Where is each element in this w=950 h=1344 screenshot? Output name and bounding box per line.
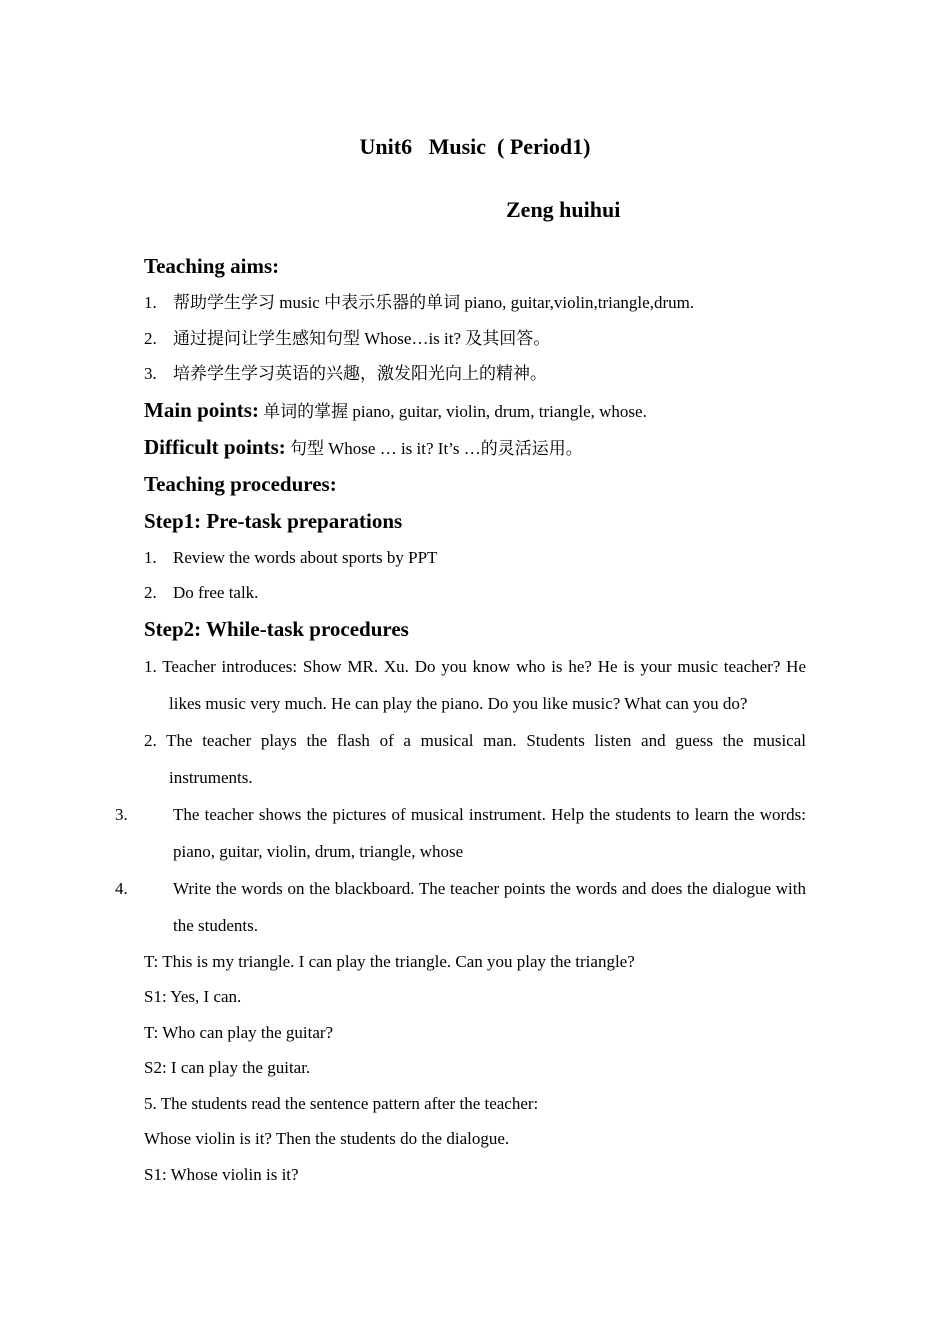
step1-item [144, 540, 806, 576]
step2-item-5: 5. The students read the sentence pattern after the teacher: [144, 1093, 539, 1113]
step2-item [115, 870, 806, 944]
aim-text: 培养学生学习英语的兴趣，激发阳光向上的精神。 [173, 364, 547, 383]
aim-item [144, 285, 806, 321]
author-name: Zeng huihui [506, 197, 621, 222]
step1-item [144, 575, 806, 611]
dialogue-line: Whose violin is it? Then the students do the dialogue. [144, 1129, 510, 1148]
aim-text: 通过提问让学生感知句型 Whose…is it? 及其回答。 [173, 328, 551, 348]
step1-item-number: 1. [144, 547, 157, 567]
dialogue-line: S1: Yes, I can. [144, 987, 242, 1006]
main-points-text: 单词的掌握 piano, guitar, violin, drum, triangle, whose. [258, 401, 647, 421]
step1-item-text: Review the words about sports by PPT [173, 547, 438, 567]
document-body [115, 248, 806, 1192]
step2-item: 1. Teacher introduces: Show MR. Xu. Do you know who is he? He is your music teacher? He likes music very much. He can play the piano. Do you like music? What can you do? [144, 656, 806, 713]
difficult-points-text: 句型 Whose … is it? It’s …的灵活运用。 [285, 438, 583, 458]
dialogue-line: T: Who can play the guitar? [144, 1022, 334, 1042]
step2-item [115, 796, 806, 870]
main-points [144, 392, 806, 429]
dialogue-line: T: This is my triangle. I can play the triangle. Can you play the triangle? [144, 951, 635, 971]
aim-item [144, 356, 806, 392]
teaching-procedures-heading: Teaching procedures: [144, 471, 337, 496]
step1-item-number: 2. [144, 583, 157, 602]
dialogue-line: S2: I can play the guitar. [144, 1058, 311, 1077]
aim-item [144, 321, 806, 357]
dialogue-line: S1: Whose violin is it? [144, 1164, 299, 1184]
teaching-aims-heading: Teaching aims: [144, 254, 280, 278]
step1-heading: Step1: Pre-task preparations [144, 508, 403, 533]
step2-heading: Step2: While-task procedures [144, 616, 409, 641]
aim-number: 2. [144, 328, 157, 348]
step2-item-number: 3. [115, 804, 128, 824]
aim-text: 帮助学生学习 music 中表示乐器的单词 piano, guitar,violin,triangle,drum. [173, 293, 695, 312]
step2-item-text: Write the words on the blackboard. The teacher points the words and does the dialogue with the students. [173, 878, 806, 935]
main-points-label: Main points: [144, 397, 259, 422]
aim-number: 3. [144, 364, 157, 383]
document-title: Unit6 Music ( Period1) [359, 134, 591, 159]
step2-item: 2. The teacher plays the flash of a musical man. Students listen and guess the musical instruments. [144, 730, 806, 787]
step2-item-text: The teacher shows the pictures of musical instrument. Help the students to learn the words: piano, guitar, violin, drum, triangle, whose [173, 804, 806, 861]
step2-item-number: 4. [115, 878, 128, 898]
difficult-points-label: Difficult points: [144, 434, 286, 459]
difficult-points [144, 429, 806, 466]
aim-number: 1. [144, 293, 157, 312]
step1-item-text: Do free talk. [173, 583, 259, 602]
